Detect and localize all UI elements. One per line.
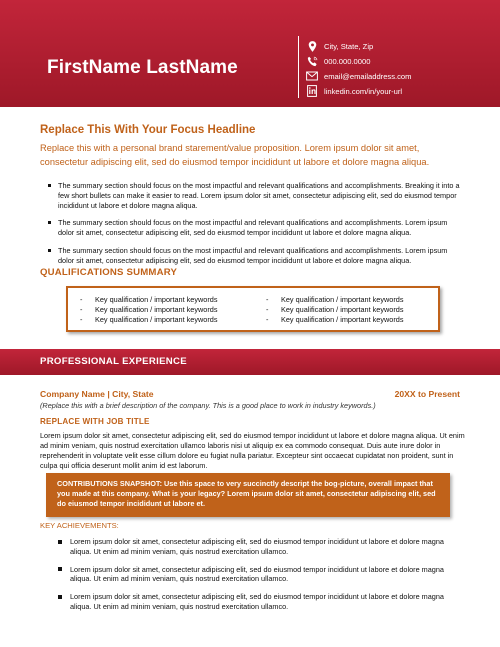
contact-linkedin[interactable] (306, 85, 402, 97)
qualifications-left-column (80, 295, 217, 324)
contact-location-text: City, State, Zip (324, 41, 374, 51)
value-proposition: Replace this with a personal brand starement/value proposition. Lorem ipsum dolor sit amet, consectetur adipiscing elit, sed do eiusmod tempor incididunt ut labore et dolore magna aliqua. (40, 143, 430, 167)
company-name: Company Name | City, State (40, 389, 154, 399)
achievements-title: KEY ACHIEVEMENTS: (40, 521, 119, 530)
contact-linkedin-text[interactable]: linkedin.com/in/your-url (324, 86, 403, 96)
contact-phone (306, 55, 370, 67)
company-description: (Replace this with a brief description of the company. This is a good place to work in industry keywords.) (40, 401, 376, 410)
qualification-item: - Key qualification / important keywords (80, 314, 218, 324)
qualifications-right-column (266, 295, 403, 324)
achievement-item: Lorem ipsum dolor sit amet, consectetur adipiscing elit, sed do eiusmod tempor incididunt ut labore et dolore magna aliqua. Ut enim ad minim veniam, quis nostrud exercitation ullamco. (70, 592, 465, 612)
qualifications-box (66, 286, 440, 332)
job-title: REPLACE WITH JOB TITLE (40, 417, 150, 426)
phone-icon (306, 55, 318, 67)
experience-section-band (0, 349, 500, 375)
candidate-name: FirstName LastName (47, 57, 238, 78)
contact-location (306, 40, 373, 52)
achievements-list (70, 537, 465, 620)
qualification-item: - Key qualification / important keywords (266, 314, 404, 324)
location-pin-icon (306, 40, 318, 52)
contact-phone-text: 000.000.0000 (324, 56, 371, 66)
contributions-snapshot-box (46, 473, 450, 517)
contact-email[interactable] (306, 70, 411, 82)
linkedin-icon (306, 85, 318, 97)
header-banner (0, 0, 500, 107)
header-divider (298, 36, 299, 98)
focus-headline: Replace This With Your Focus Headline (40, 124, 256, 136)
employment-dates: 20XX to Present (394, 389, 460, 399)
job-description: Lorem ipsum dolor sit amet, consectetur adipiscing elit, sed do eiusmod tempor incididunt ut labore et dolore magna aliqua. Ut enim ad minim veniam, quis nostrud exercitation ullamco laboris nisi ut aliquip ex ea commodo consequat. Duis aute irure dolor in reprehenderit in voluptate velit esse cillum dolore eu fugiat nulla pariatur. Excepteur sint occaecat cupidatat non proident, sunt in culpa qui officia deserunt mollit anim id est laborum. (40, 431, 465, 470)
qualification-item: - Key qualification / important keywords (266, 304, 404, 314)
achievement-item: Lorem ipsum dolor sit amet, consectetur adipiscing elit, sed do eiusmod tempor incididunt ut labore et dolore magna aliqua. Ut enim ad minim veniam, quis nostrud exercitation ullamco. (70, 537, 465, 557)
achievement-item: Lorem ipsum dolor sit amet, consectetur adipiscing elit, sed do eiusmod tempor incididunt ut labore et dolore magna aliqua. Ut enim ad minim veniam, quis nostrud exercitation ullamco. (70, 565, 465, 585)
qualification-item: - Key qualification / important keywords (80, 304, 218, 314)
contact-email-text[interactable]: email@emailaddress.com (324, 71, 412, 81)
summary-bullets (58, 181, 463, 274)
summary-bullet: The summary section should focus on the most impactful and relevant qualifications and accomplishments. Lorem ipsum dolor sit amet, consectetur adipiscing elit, sed do eiusmod tempor incididunt ut labore et dolore magna aliqua. (58, 246, 463, 266)
qualification-item: - Key qualification / important keywords (80, 295, 218, 304)
email-icon (306, 70, 318, 82)
qualifications-title: QUALIFICATIONS SUMMARY (40, 267, 178, 278)
experience-section-title: PROFESSIONAL EXPERIENCE (40, 356, 187, 367)
summary-bullet: The summary section should focus on the most impactful and relevant qualifications and accomplishments. Breaking it into a few short bullets can make it easier to read. Lorem ipsum dolor sit amet, consectetur adipiscing elit, sed do eiusmod tempor incididunt ut labore et dolore magna aliqua. (58, 181, 463, 210)
contributions-snapshot-text: CONTRIBUTIONS SNAPSHOT: Use this space to very succinctly descript the bog-picture, overall impact that you made at this company. What is your legacy? Lorem ipsum dolor sit amet, consectetur adipiscing elit, sed do eiusmod tempor incididunt ut labore et. (57, 479, 436, 508)
summary-bullet: The summary section should focus on the most impactful and relevant qualifications and accomplishments. Lorem ipsum dolor sit amet, consectetur adipiscing elit, sed do eiusmod tempor incididunt ut labore et dolore magna aliqua. (58, 218, 463, 238)
qualification-item: - Key qualification / important keywords (266, 295, 404, 304)
